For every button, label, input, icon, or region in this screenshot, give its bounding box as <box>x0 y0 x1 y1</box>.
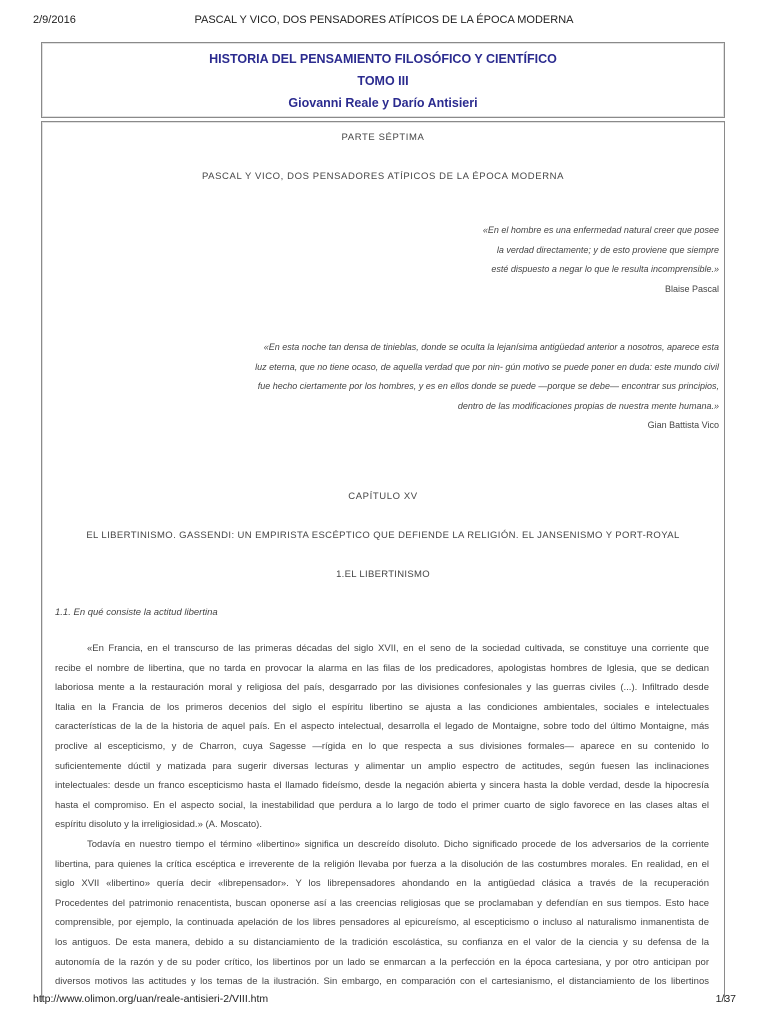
print-page-title: PASCAL Y VICO, DOS PENSADORES ATÍPICOS DE LA ÉPOCA MODERNA <box>194 14 574 26</box>
print-footer <box>0 993 768 1009</box>
text-line: proclive al escepticismo, y de Charron, cuya Sagesse —rígida en lo que respecta a sus divisiones formales— aparece en su contenido lo <box>55 740 709 752</box>
paragraph-1 <box>55 639 709 835</box>
text-line: espíritu disoluto y la irreligiosidad.» (A. Moscato). <box>55 819 262 831</box>
text-line: suficientemente dúctil y matizada para sugerir diversas lecturas y alimentar un amplio espectro de actitudes, según fuesen las inclinaciones <box>55 760 709 772</box>
text-line: hasta el compromiso. En el aspecto social, la inestabilidad que perdura a lo largo de todo el primer cuarto de siglo favorece en las clases altas el <box>55 799 709 811</box>
text-line: siglo XVII «libertino» quería decir «librepensador». Y los librepensadores ahondando en la antigüedad clásica a través de la recuperación <box>55 878 709 890</box>
text-line: Todavía en nuestro tiempo el término «libertino» significa un descreído disoluto. Dicho significado procede de los adversarios de la corriente <box>87 839 709 850</box>
paragraph-2 <box>55 835 709 992</box>
text-line: diversos motivos las actitudes y los temas de la ilustración. Sin embargo, en comparación con el cartesianismo, el distanciamiento de los libertinos <box>55 976 709 988</box>
text-line: «En Francia, en el transcurso de las primeras décadas del siglo XVII, en el seno de la sociedad cultivada, se constituye una corriente que <box>87 643 709 654</box>
book-header-box <box>41 42 725 118</box>
subsection-heading: 1.1. En qué consiste la actitud libertina <box>55 607 218 618</box>
book-authors: Giovanni Reale y Darío Antisieri <box>288 96 478 110</box>
text-line: recibe el nombre de libertina, que no tarda en provocar la alarma en las filas de los predicadores, apologistas hombres de Iglesia, que se dedican <box>55 662 709 674</box>
text-line: Italia en la Francia de los primeros decenios del siglo el espíritu libertino se ajusta a las condiciones ambientales, sociales e intelectuales <box>55 701 709 713</box>
book-title: HISTORIA DEL PENSAMIENTO FILOSÓFICO Y CIENTÍFICO <box>209 52 557 66</box>
text-line: intelectuales: desde un franco escepticismo hasta el llamado fideísmo, desde la negación abierta y sincera hasta la doble verdad, desde la hipocresía <box>55 780 709 792</box>
chapter-label: CAPÍTULO XV <box>348 491 418 502</box>
print-date: 2/9/2016 <box>33 14 76 26</box>
book-volume: TOMO III <box>357 74 409 88</box>
vico-quote <box>255 338 719 436</box>
quote-line: luz eterna, que no tiene ocaso, de aquella verdad que por nin- gún motivo se puede poner en duda: este mundo civil <box>255 361 719 372</box>
quote-line: «En esta noche tan densa de tinieblas, donde se oculta la lejanísima antigüedad anterior a nosotros, aparece esta <box>263 342 719 352</box>
quote-line: «En el hombre es una enfermedad natural creer que posee <box>482 225 719 235</box>
quote-line: la verdad directamente; y de esto proviene que siempre <box>496 244 719 255</box>
print-header <box>0 14 768 30</box>
text-line: Procedentes del patrimonio renacentista, buscan oponerse así a las creencias religiosas que se proclamaban y defendían en sus tiempos. Esto hace <box>55 897 709 909</box>
text-line: características de la de la historia de aquel país. En el aspecto intelectual, desarrolla el legado de Montaigne, sobre todo del último Montaigne, más <box>55 721 709 733</box>
text-line: laboriosa mente a la restauración moral y religiosa del país, desgarrado por las divisiones confesionales y las guerras civiles (...). Infiltrado desde <box>55 682 709 694</box>
quote-author: Blaise Pascal <box>664 283 719 294</box>
quote-line: esté dispuesto a negar lo que le resulta incomprensible.» <box>491 264 719 274</box>
quote-line: dentro de las modificaciones propias de nuestra mente humana.» <box>457 400 719 411</box>
quote-author: Gian Battista Vico <box>647 420 719 430</box>
print-page-number: 1/37 <box>715 993 736 1005</box>
print-url: http://www.olimon.org/uan/reale-antisieri-2/VIII.htm <box>33 993 269 1005</box>
text-line: libertina, para quienes la crítica escéptica e irreverente de la religión llevaba por fuerza a la disolución de las costumbres morales. En realidad, en el <box>55 858 709 870</box>
chapter-title: EL LIBERTINISMO. GASSENDI: UN EMPIRISTA ESCÉPTICO QUE DEFIENDE LA RELIGIÓN. EL JANSENISMO Y PORT-ROYAL <box>86 530 680 541</box>
text-line: autonomía de la razón y de su poder crítico, los libertinos por un lado se enmarcan a la perfección en la época cartesiana, y por otro anticipan por <box>55 956 709 968</box>
text-line: los antiguos. De esta manera, debido a su distanciamiento de la tradición escolástica, su confianza en el valor de la ciencia y su defensa de la <box>55 936 709 948</box>
section-heading: 1.EL LIBERTINISMO <box>336 569 430 580</box>
part-title: PASCAL Y VICO, DOS PENSADORES ATÍPICOS DE LA ÉPOCA MODERNA <box>201 171 565 182</box>
part-label: PARTE SÉPTIMA <box>341 132 425 143</box>
text-line: comprensible, por ejemplo, la continuada apelación de los libres pensadores al epicureísmo, al escepticismo o incluso al naturalismo inmanentista de <box>55 917 709 929</box>
quote-line: fue hecho ciertamente por los hombres, y es en ellos donde se puede —porque se debe— encontrar sus principios, <box>257 381 719 391</box>
pascal-quote <box>483 221 719 299</box>
